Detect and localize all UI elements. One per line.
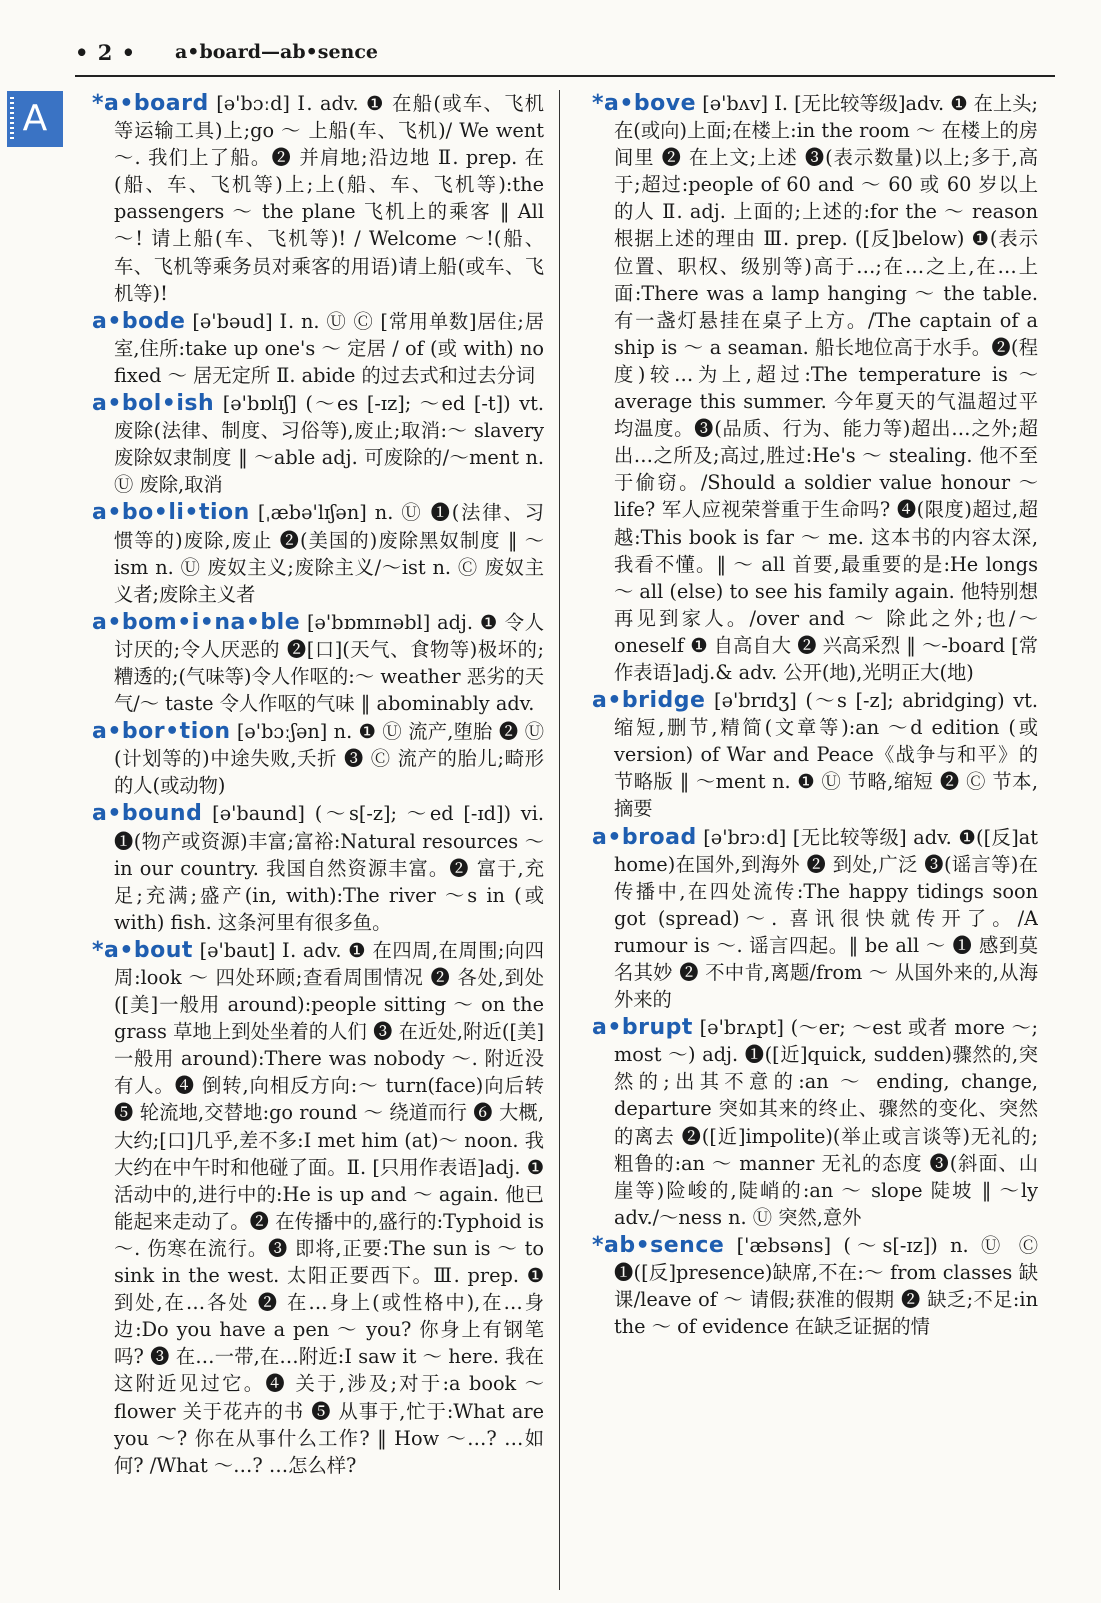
definition: ['æbsəns] (～s[-ɪz]) n. Ⓤ Ⓒ ❶([反]presence)缺席,不在:～ from classes 缺课/leave of ～ 请假;获准的假期 ❷ 缺乏;不足:in the ～ of evidence 在缺乏证据的情 [614, 1233, 1038, 1339]
entry-abortion [92, 718, 544, 799]
definition: [ə'brɪdʒ] (～s [-z]; abridging) vt. 缩短,删节,精简(文章等):an ～d edition (或 version) of War and Peace《战争与和平》的节略版 ‖ ～ment n. ❶ Ⓤ 节略,缩短 ❷ Ⓒ 节本,摘要 [614, 689, 1038, 821]
right-column [592, 90, 1038, 1590]
entry-above [592, 90, 1038, 686]
headword: *a•bove [592, 91, 697, 116]
definition: [ə'baut] Ⅰ. adv. ❶ 在四周,在周围;向四周:look ～ 四处环顾;查看周围情况 ❷ 各处,到处([美]一般用 around):people sitting ～ on the grass 草地上到处坐着的人们 ❸ 在近处,附近([美]一般用 around):There was nobody ～. 附近没有人。❹ 倒转,向相反方向:～ turn(face)向后转 ❺ 轮流地,交替地:go round ～ 绕道而行 ❻ 大概,大约;[口]几乎,差不多:I met him (at)～ noon. 我大约在中午时和他碰了面。Ⅱ. [只用作表语]adj. ❶ 活动中的,进行中的:He is up and ～ again. 他已能起来走动了。❷ 在传播中的,盛行的:Typhoid is ～. 伤寒在流行。❸ 即将,正要:The sun is ～ to sink in the west. 太阳正要西下。Ⅲ. prep. ❶ 到处,在…各处 ❷ 在…身上(或性格中),在…身边:Do you have a pen ～ you? 你身上有钢笔吗? ❸ 在…一带,在…附近:I saw it ～ here. 我在这附近见过它。❹ 关于,涉及;对于:a book ～ flower 关于花卉的书 ❺ 从事于,忙于:What are you ～? 你在从事什么工作? ‖ How ～…? …如何? /What ～…? …怎么样? [114, 938, 544, 1477]
definition: [ə'baund] (～s[-z]; ～ed [-ɪd]) vi. ❶(物产或资源)丰富;富裕:Natural resources ～ in our country. 我国自然资源丰富。❷ 富于,充足;充满;盛产(in, with):The river ～s in (或 with) fish. 这条河里有很多鱼。 [114, 802, 544, 934]
headword: a•brupt [592, 1015, 693, 1041]
definition: [ə'bʌv] Ⅰ. [无比较等级]adv. ❶ 在上头;在(或向)上面;在楼上:in the room ～ 在楼上的房间里 ❷ 在上文;上述 ❸(表示数量)以上;多于,高于;超过:people of 60 and ～ 60 或 60 岁以上的人 Ⅱ. adj. 上面的;上述的:for the ～ reason 根据上述的理由 Ⅲ. prep. ([反]below) ❶(表示位置、职权、级别等)高于…;在…之上,在…上面:There was a lamp hanging ～ the table. 有一盏灯悬挂在桌子上方。/The captain of a ship is ～ a seaman. 船长地位高于水手。❷(程度)较…为上,超过:The temperature is ～ average this summer. 今年夏天的气温超过平均温度。❸(品质、行为、能力等)超出…之外;超出…之所及;高过,胜过:He's ～ stealing. 他不至于偷窃。/Should a soldier value honour ～ life? 军人应视荣誉重于生命吗? ❹(限度)超过,超越:This book is far ～ me. 这本书的内容太深,我看不懂。‖ ～ all 首要,最重要的是:He longs ～ all (else) to see his family again. 他特别想再见到家人。/over and ～ 除此之外;也/～ oneself ❶ 自高自大 ❷ 兴高采烈 ‖ ～-board [常作表语]adj.& adv. 公开(地),光明正大(地) [614, 92, 1038, 684]
column-divider [559, 90, 560, 1590]
entry-abode [92, 308, 544, 389]
entry-abroad [592, 824, 1038, 1014]
entry-abridge [592, 687, 1038, 822]
definition: [ə'bɒlɪʃ] (～es [-ɪz]; ～ed [-t]) vt. 废除(法律、制度、习俗等),废止;取消:～ slavery 废除奴隶制度 ‖ ～able adj. 可废除的/～ment n. Ⓤ 废除,取消 [114, 392, 544, 497]
headword: a•bridge [592, 688, 706, 714]
definition: [ə'brɔːd] [无比较等级] adv. ❶([反]at home)在国外,到海外 ❷ 到处,广泛 ❸(谣言等)在传播中,在四处流传:The happy tidings soon got (spread)～. 喜讯很快就传开了。/A rumour is ～. 谣言四起。‖ be all ～ ❶ 感到莫名其妙 ❷ 不中肯,离题/from ～ 从国外来的,从海外来的 [614, 825, 1038, 1012]
entry-abound [92, 800, 544, 935]
guide-words: a•board—ab•sence [175, 41, 379, 63]
header-rule [75, 75, 1055, 77]
headword: a•bom•i•na•ble [92, 609, 301, 635]
headword: *a•board [92, 91, 209, 116]
entry-abolish [92, 390, 544, 498]
definition: [ə'brʌpt] (～er; ～est 或者 more ～; most ～) adj. ❶([近]quick, sudden)骤然的,突然的;出其不意的:an ～ ending, change, departure 突如其来的终止、骤然的变化、突然的离去 ❷([近]impolite)(举止或言谈等)无礼的;粗鲁的:an ～ manner 无礼的态度 ❸(斜面、山崖等)险峻的,陡峭的:an ～ slope 陡坡 ‖ ～ly adv./～ness n. Ⓤ 突然,意外 [614, 1016, 1038, 1229]
headword: a•bound [92, 801, 203, 827]
entry-abolition [92, 499, 544, 607]
headword: a•bor•tion [92, 719, 231, 745]
headword: *ab•sence [592, 1232, 725, 1258]
running-header [75, 38, 1055, 74]
definition: [ə'bɔːd] Ⅰ. adv. ❶ 在船(或车、飞机等运输工具)上;go ～ 上船(车、飞机)/ We went ～. 我们上了船。❷ 并肩地;沿边地 Ⅱ. prep. 在(船、车、飞机等)上;上(船、车、飞机等):the passengers ～ the plane 飞机上的乘客 ‖ All ～! 请上船(车、飞机等)! / Welcome ～!(船、车、飞机等乘务员对乘客的用语)请上船(或车、飞机等)! [114, 92, 544, 305]
headword: a•broad [592, 824, 697, 850]
definition: [ə'bəud] Ⅰ. n. Ⓤ Ⓒ [常用单数]居住;居室,住所:take up one's ～ 定居 / of (或 with) no fixed ～ 居无定所 Ⅱ. abide 的过去式和过去分词 [114, 309, 544, 387]
entry-aboard [92, 90, 544, 307]
definition: [ə'bɔːʃən] n. ❶ Ⓤ 流产,堕胎 ❷ Ⓤ (计划等的)中途失败,夭折 ❸ Ⓒ 流产的胎儿;畸形的人(或动物) [114, 720, 544, 798]
page-number: • 2 • [75, 40, 137, 65]
headword: *a•bout [92, 937, 193, 963]
definition: [ˌæbə'lɪʃən] n. Ⓤ ❶(法律、习惯等的)废除,废止 ❷(美国的)废除黑奴制度 ‖ ～ism n. Ⓤ 废奴主义;废除主义/～ist n. Ⓒ 废奴主义者;废除主义者 [114, 501, 544, 606]
section-tab-a: A [7, 91, 63, 147]
left-column [92, 90, 544, 1590]
entry-abrupt [592, 1014, 1038, 1231]
entry-absence [592, 1232, 1038, 1340]
definition: [ə'bɒmɪnəbl] adj. ❶ 令人讨厌的;令人厌恶的 ❷[口](天气、食物等)极坏的;糟透的;(气味等)令人作呕的:～ weather 恶劣的天气/～ taste 令人作呕的气味 ‖ abominably adv. [114, 610, 544, 716]
entry-about [92, 937, 544, 1479]
headword: a•bol•ish [92, 391, 215, 417]
headword: a•bo•li•tion [92, 500, 250, 526]
entry-abominable [92, 609, 544, 717]
headword: a•bode [92, 308, 186, 334]
